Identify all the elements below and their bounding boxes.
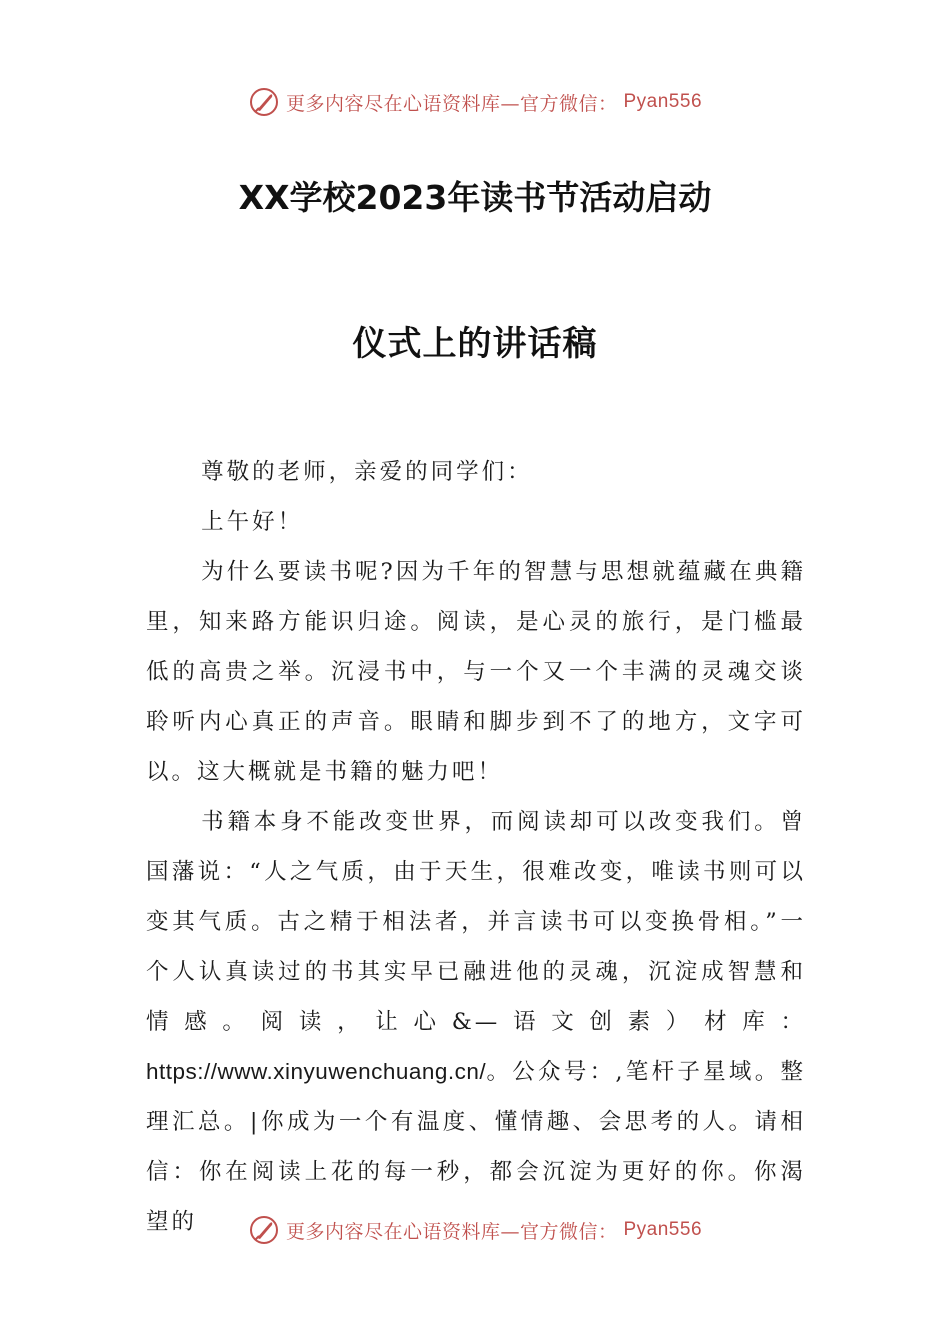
footer-watermark [0, 1214, 950, 1246]
paragraph2-text-start: 书籍本身不能改变世界，而阅读却可以改变我们。曾国藩说：“人之气质，由于天生，很难改变，唯读书则可以变其气质。古之精于相法者，并言读书可以变换骨相。”一个人认真读过的书其实早已融进他的灵魂，沉淀成智慧和情感。阅读，让心&—语文创素）材库： [146, 809, 806, 1035]
paragraph2-text-end: 。公众号：,笔杆子星域。整理汇总。|你成为一个有温度、懂情趣、会思考的人。请相信：你在阅读上花的每一秒，都会沉淀为更好的你。你渴望的 [146, 1059, 806, 1235]
website-url: https://www.xinyuwenchuang.cn/ [146, 1059, 487, 1084]
body-paragraph-1: 为什么要读书呢?因为千年的智慧与思想就蕴藏在典籍里，知来路方能识归途。阅读，是心灵的旅行，是门槛最低的高贵之举。沉浸书中，与一个又一个丰满的灵魂交谈聆听内心真正的声音。眼睛和脚步到不了的地方，文字可以。这大概就是书籍的魅力吧！ [146, 559, 806, 785]
watermark-contact: Pyan556 [623, 1219, 703, 1240]
header-watermark [0, 86, 950, 118]
quill-pen-icon [248, 86, 280, 118]
greeting-paragraph: 尊敬的老师，亲爱的同学们： [201, 459, 533, 485]
watermark-text: 更多内容尽在心语资料库—官方微信： [285, 92, 618, 115]
hello-paragraph: 上午好！ [201, 509, 304, 535]
body-paragraph-2 [146, 797, 806, 1247]
quill-pen-icon [248, 1214, 280, 1246]
document-title-line1: XX学校2023年读书节活动启动 [238, 178, 712, 217]
document-title-line2: 仪式上的讲话稿 [352, 324, 598, 364]
document-body [146, 447, 806, 1247]
watermark-contact: Pyan556 [623, 91, 703, 112]
watermark-text: 更多内容尽在心语资料库—官方微信： [285, 1220, 618, 1243]
